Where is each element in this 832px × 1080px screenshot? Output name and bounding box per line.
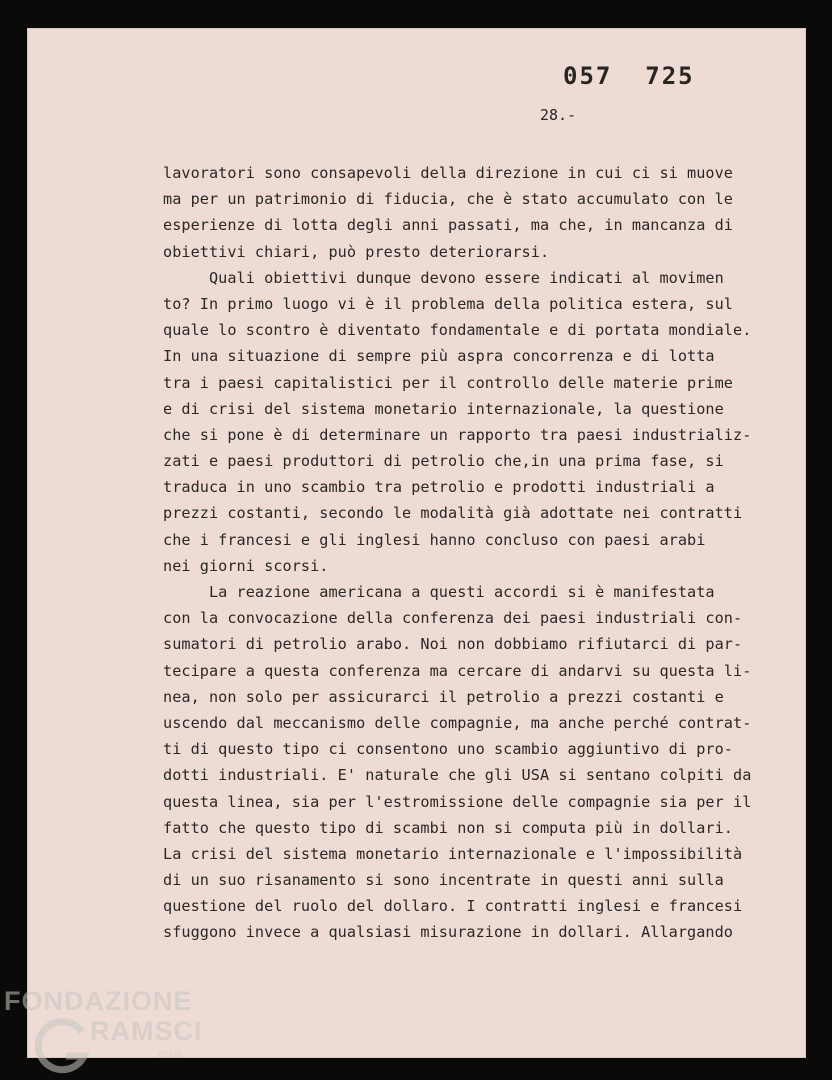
- body-line: nei giorni scorsi.: [163, 556, 329, 575]
- body-line: obiettivi chiari, può presto deteriorarsi.: [163, 242, 550, 261]
- body-line: fatto che questo tipo di scambi non si computa più in dollari.: [163, 818, 734, 837]
- body-line: uscendo dal meccanismo delle compagnie, ma anche perché contrat-: [163, 713, 752, 732]
- body-line: La reazione americana a questi accordi si è manifestata: [163, 583, 715, 601]
- body-line: lavoratori sono consapevoli della direzione in cui ci si muove: [163, 164, 734, 182]
- body-line: ma per un patrimonio di fiducia, che è stato accumulato con le: [163, 190, 734, 209]
- body-line: che i francesi e gli inglesi hanno concluso con paesi arabi: [163, 530, 706, 549]
- watermark-line1: FONDAZIONE: [4, 986, 193, 1016]
- body-line: esperienze di lotta degli anni passati, ma che, in mancanza di: [163, 216, 734, 235]
- body-line: prezzi costanti, secondo le modalità già adottate nei contratti: [163, 504, 743, 523]
- body-line: questa linea, sia per l'estromissione delle compagnie sia per il: [163, 792, 752, 811]
- body-line: e di crisi del sistema monetario internazionale, la questione: [163, 399, 724, 418]
- body-line: traduca in uno scambio tra petrolio e prodotti industriali a: [163, 478, 715, 497]
- body-line: con la convocazione della conferenza dei paesi industriali con-: [163, 609, 743, 628]
- body-line: sumatori di petrolio arabo. Noi non dobbiamo rifiutarci di par-: [163, 635, 743, 654]
- body-line: questione del ruolo del dollaro. I contratti inglesi e francesi: [163, 897, 743, 916]
- watermark-g-logo-icon: [32, 1016, 94, 1078]
- body-line: quale lo scontro è diventato fondamentale e di portata mondiale.: [163, 321, 752, 340]
- watermark-line2: RAMSCI: [90, 1016, 203, 1046]
- typewritten-body: [163, 160, 803, 946]
- body-line: to? In primo luogo vi è il problema della politica estera, sul: [163, 294, 734, 313]
- body-line: tra i paesi capitalistici per il controllo delle materie prime: [163, 373, 734, 392]
- body-line: Quali obiettivi dunque devono essere indicati al movimen: [163, 268, 724, 287]
- body-line: che si pone è di determinare un rapporto tra paesi industrializ-: [163, 425, 752, 444]
- archive-watermark: [4, 986, 224, 1080]
- page-number: 28.-: [540, 106, 577, 124]
- document-number: 057 725: [563, 62, 695, 90]
- body-line: dotti industriali. E' naturale che gli USA si sentano colpiti da: [163, 766, 752, 785]
- body-line: sfuggono invece a qualsiasi misurazione in dollari. Allargando: [163, 923, 734, 942]
- body-line: In una situazione di sempre più aspra concorrenza e di lotta: [163, 347, 715, 366]
- body-line: ti di questo tipo ci consentono uno scambio aggiuntivo di pro-: [163, 740, 734, 759]
- watermark-suffix: onlus: [158, 1049, 182, 1060]
- body-line: zati e paesi produttori di petrolio che,in una prima fase, si: [163, 452, 724, 471]
- body-line: tecipare a questa conferenza ma cercare di andarvi su questa li-: [163, 661, 752, 680]
- body-line: di un suo risanamento si sono incentrate in questi anni sulla: [163, 871, 724, 890]
- body-line: La crisi del sistema monetario internazionale e l'impossibilità: [163, 844, 743, 863]
- body-line: nea, non solo per assicurarci il petrolio a prezzi costanti e: [163, 687, 724, 706]
